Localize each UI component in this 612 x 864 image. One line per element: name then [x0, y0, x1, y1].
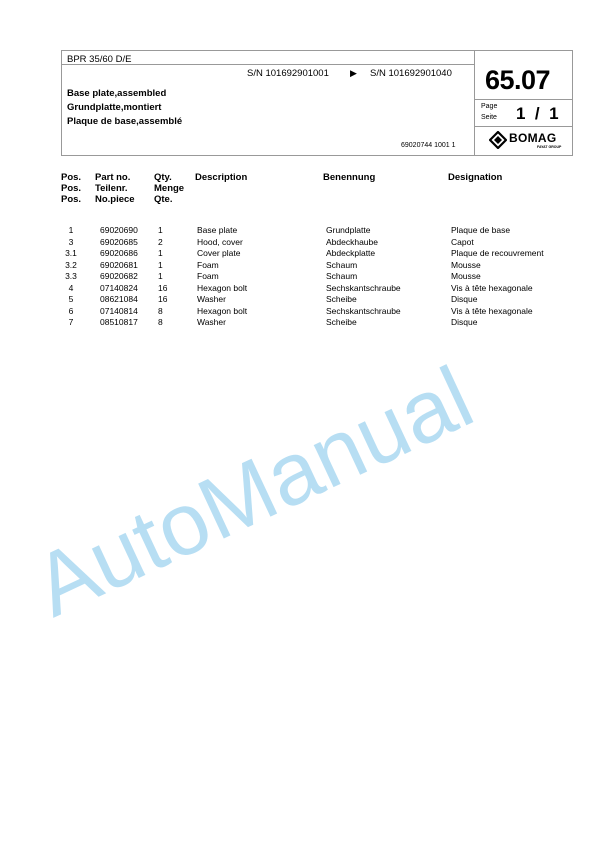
row-qty: 1 [158, 259, 163, 270]
header-divider-middle [474, 99, 573, 100]
row-benennung: Grundplatte [326, 225, 371, 235]
column-header-pos [61, 172, 81, 205]
row-benennung: Abdeckplatte [326, 248, 376, 258]
row-designation: Vis à tête hexagonale [451, 282, 533, 293]
row-qty: 1 [158, 225, 163, 235]
row-qty: 2 [158, 236, 163, 247]
row-designation: Plaque de recouvrement [451, 248, 544, 258]
row-qty: 16 [158, 282, 168, 293]
row-pos: 3.2 [65, 259, 77, 270]
row-pos: 3 [68, 236, 74, 247]
table-row [0, 248, 612, 260]
row-qty: 8 [158, 305, 163, 316]
row-designation: Mousse [451, 259, 481, 270]
model-name: BPR 35/60 D/E [67, 54, 132, 65]
table-row [0, 283, 612, 295]
row-qty: 16 [158, 294, 168, 304]
table-row [0, 306, 612, 318]
title-german: Grundplatte,montiert [67, 102, 162, 113]
table-row [0, 260, 612, 272]
table-row [0, 237, 612, 249]
row-part-number: 69020686 [100, 248, 138, 258]
qty-header-fr: Qte. [154, 194, 173, 205]
part-header-de: Teilenr. [95, 183, 128, 194]
serial-arrow-icon: ▶ [350, 68, 357, 78]
pos-header-de: Pos. [61, 183, 82, 194]
column-header-description: Description [195, 172, 248, 183]
row-pos: 1 [68, 225, 74, 235]
table-row [0, 271, 612, 283]
logo-subtitle: FAYAT GROUP [537, 145, 562, 149]
row-pos: 3.3 [65, 271, 77, 281]
row-description: Foam [197, 271, 219, 281]
serial-to: S/N 101692901040 [370, 68, 452, 79]
row-benennung: Sechskantschraube [326, 305, 401, 316]
header-divider-vertical [474, 50, 475, 156]
section-number: 65.07 [485, 65, 551, 95]
row-part-number: 08621084 [100, 294, 138, 304]
column-header-part [95, 172, 135, 205]
row-benennung: Sechskantschraube [326, 282, 401, 293]
row-benennung: Scheibe [326, 317, 357, 327]
row-pos: 5 [68, 294, 74, 304]
row-description: Hexagon bolt [197, 305, 248, 316]
row-description: Washer [197, 294, 226, 304]
row-description: Base plate [197, 225, 238, 235]
row-description: Hexagon bolt [197, 282, 248, 293]
table-row [0, 294, 612, 306]
watermark: AutoManual [19, 346, 487, 636]
page-number: 1 / 1 [516, 104, 559, 123]
header-divider-logo [474, 126, 573, 127]
pos-header-fr: Pos. [61, 194, 82, 205]
column-header-designation: Designation [448, 172, 503, 183]
row-part-number: 69020681 [100, 259, 138, 270]
row-designation: Vis à tête hexagonale [451, 305, 533, 316]
row-qty: 1 [158, 248, 163, 258]
row-designation: Disque [451, 294, 478, 304]
row-pos: 7 [68, 317, 74, 327]
row-part-number: 69020685 [100, 236, 138, 247]
row-part-number: 07140814 [100, 305, 138, 316]
row-description: Foam [197, 259, 219, 270]
row-qty: 8 [158, 317, 163, 327]
table-row [0, 225, 612, 237]
row-pos: 6 [68, 305, 74, 316]
column-header-benennung: Benennung [323, 172, 376, 183]
serial-from: S/N 101692901001 [247, 68, 329, 79]
qty-header-en: Qty. [154, 172, 172, 183]
row-benennung: Scheibe [326, 294, 357, 304]
column-header-qty [154, 172, 184, 205]
row-part-number: 07140824 [100, 282, 138, 293]
row-part-number: 69020682 [100, 271, 138, 281]
bomag-logo-icon [489, 131, 507, 149]
page-label-german: Seite [481, 114, 497, 121]
row-description: Washer [197, 317, 226, 327]
row-designation: Capot [451, 236, 474, 247]
row-designation: Plaque de base [451, 225, 511, 235]
row-part-number: 08510817 [100, 317, 138, 327]
row-description: Cover plate [197, 248, 241, 258]
logo-name: BOMAG [509, 131, 557, 145]
title-french: Plaque de base,assemblé [67, 116, 183, 127]
document-number: 69020744 1001 1 [401, 142, 456, 149]
row-pos: 3.1 [65, 248, 77, 258]
pos-header-en: Pos. [61, 172, 82, 183]
page-label-english: Page [481, 103, 498, 110]
row-description: Hood, cover [197, 236, 243, 247]
row-benennung: Schaum [326, 271, 358, 281]
row-part-number: 69020690 [100, 225, 138, 235]
row-pos: 4 [68, 282, 74, 293]
table-row [0, 317, 612, 329]
row-qty: 1 [158, 271, 163, 281]
title-english: Base plate,assembled [67, 88, 167, 99]
row-benennung: Abdeckhaube [326, 236, 378, 247]
part-header-fr: No.piece [95, 194, 135, 205]
qty-header-de: Menge [154, 183, 185, 194]
row-designation: Mousse [451, 271, 481, 281]
part-header-en: Part no. [95, 172, 131, 183]
row-designation: Disque [451, 317, 478, 327]
row-benennung: Schaum [326, 259, 358, 270]
